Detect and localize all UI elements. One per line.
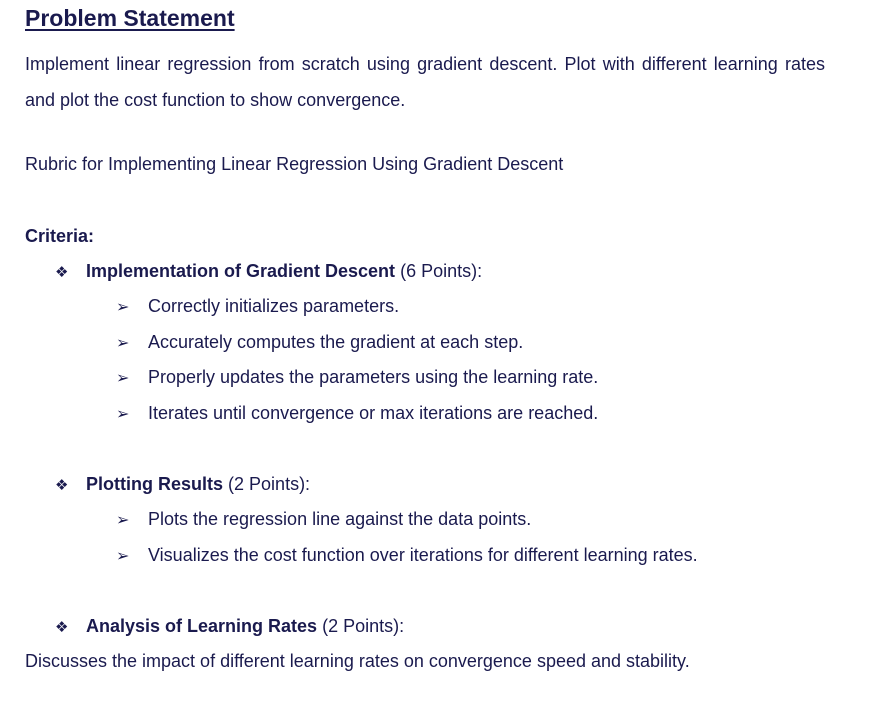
closing-text: Discusses the impact of different learning rates on convergence speed and stability. <box>25 651 690 671</box>
arrowhead-bullet-icon: ➢ <box>116 512 130 529</box>
criterion-item <box>116 332 523 353</box>
criterion-item-text: Properly updates the parameters using the learning rate. <box>148 367 599 387</box>
problem-statement-text: Implement linear regression from scratch using gradient descent. Plot with different learning rates and plot the cost function to show convergence. <box>25 54 825 110</box>
criterion-name: Implementation of Gradient Descent <box>86 261 396 281</box>
criterion-points: (2 Points): <box>228 474 311 494</box>
criterion-item-text: Iterates until convergence or max iterations are reached. <box>148 403 599 423</box>
criterion-item <box>116 367 598 388</box>
criterion-item-text: Plots the regression line against the data points. <box>148 509 532 529</box>
page-title: Problem Statement <box>25 5 235 31</box>
criterion-item-text: Visualizes the cost function over iterations for different learning rates. <box>148 545 698 565</box>
arrowhead-bullet-icon: ➢ <box>116 370 130 387</box>
criterion-points: (2 Points): <box>322 616 405 636</box>
criterion-item <box>116 296 399 317</box>
criterion-item <box>116 545 698 566</box>
rubric-heading: Rubric for Implementing Linear Regression Using Gradient Descent <box>25 154 564 174</box>
arrowhead-bullet-icon: ➢ <box>116 299 130 316</box>
four-diamond-bullet-icon: ❖ <box>55 264 69 281</box>
criterion-item-text: Accurately computes the gradient at each step. <box>148 332 524 352</box>
criterion-points: (6 Points): <box>400 261 483 281</box>
criterion-item-text: Correctly initializes parameters. <box>148 296 400 316</box>
criterion-item <box>116 403 598 424</box>
arrowhead-bullet-icon: ➢ <box>116 335 130 352</box>
criterion-item <box>116 509 531 530</box>
arrowhead-bullet-icon: ➢ <box>116 406 130 423</box>
arrowhead-bullet-icon: ➢ <box>116 548 130 565</box>
criterion-name: Analysis of Learning Rates <box>86 616 318 636</box>
criterion-name: Plotting Results <box>86 474 224 494</box>
criteria-label: Criteria: <box>25 226 95 246</box>
criterion-section-analysis <box>55 616 404 637</box>
criterion-section-implementation <box>55 261 482 282</box>
criterion-section-plotting <box>55 474 310 495</box>
four-diamond-bullet-icon: ❖ <box>55 477 69 494</box>
four-diamond-bullet-icon: ❖ <box>55 619 69 636</box>
